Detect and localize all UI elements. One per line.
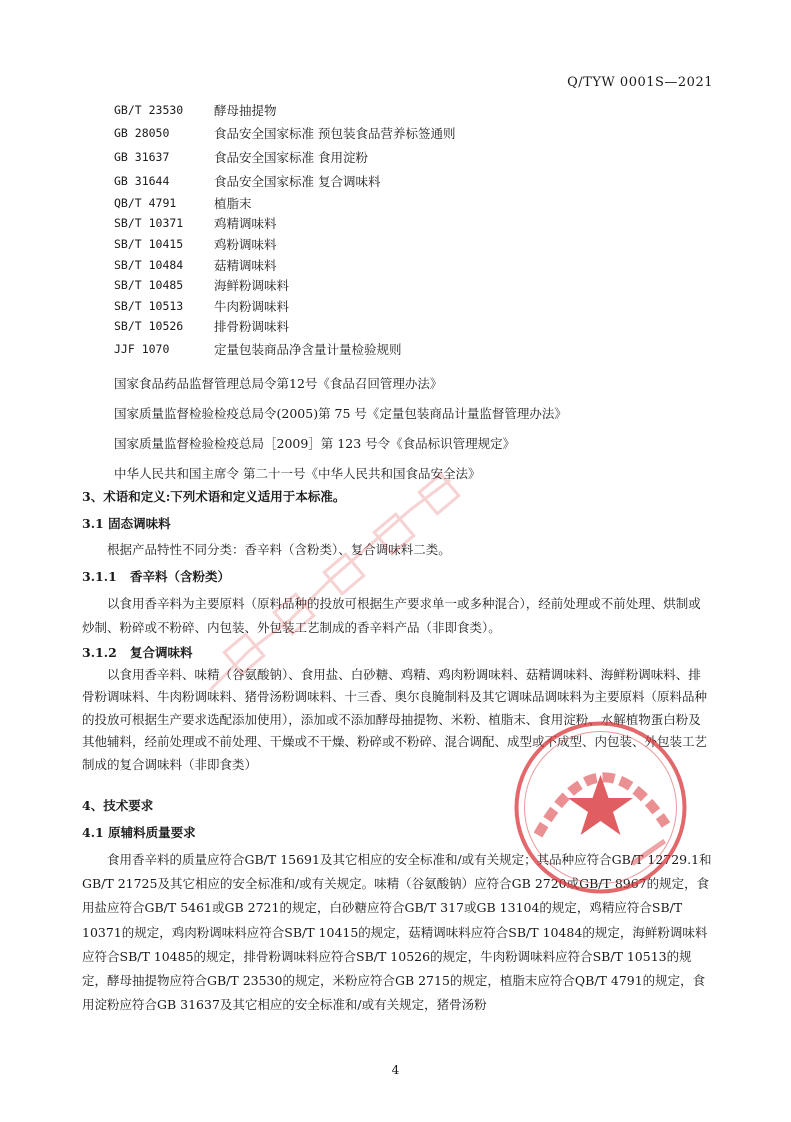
reference-item bbox=[114, 100, 674, 121]
reference-item bbox=[114, 254, 674, 275]
section-3-heading: 3、术语和定义:下列术语和定义适用于本标准。 bbox=[82, 489, 346, 504]
reference-code: SB/T 10513 bbox=[114, 298, 184, 313]
reference-title: 鸡粉调味料 bbox=[214, 237, 277, 253]
reference-code: SB/T 10484 bbox=[114, 257, 184, 272]
reference-title: 食品安全国家标准 预包装食品营养标签通则 bbox=[214, 125, 456, 141]
reference-item bbox=[114, 121, 674, 145]
page-number: 4 bbox=[391, 1063, 400, 1077]
reference-item bbox=[114, 275, 674, 296]
reference-title: 定量包装商品净含量计量检验规则 bbox=[214, 341, 402, 357]
reference-code: GB/T 23530 bbox=[114, 103, 184, 118]
reference-title: 牛肉粉调味料 bbox=[214, 298, 290, 314]
reference-title: 酵母抽提物 bbox=[214, 103, 277, 119]
reference-code: QB/T 4791 bbox=[114, 195, 177, 210]
reference-title: 食品安全国家标准 复合调味料 bbox=[214, 173, 381, 189]
section-3-1-2-heading bbox=[82, 643, 193, 661]
reference-code: JJF 1070 bbox=[114, 341, 170, 356]
reference-title: 食品安全国家标准 食用淀粉 bbox=[214, 149, 368, 165]
reference-item bbox=[114, 234, 674, 255]
section-4-1-text: 食用香辛料的质量应符合GB/T 15691及其它相应的安全标准和/或有关规定；其品种应符合GB/T 12729.1和GB/T 21725及其它相应的安全标准和/或有关规定。味精（谷氨酸钠）应符合GB 2720或GB/T 8967的规定，食用盐应符合GB/T 5461或GB 2721的规定，白砂糖应符合GB/T 317或GB 13104的规定，鸡精应符合SB/T 10371的规定，鸡肉粉调味料应符合SB/T 10415的规定，菇精调味料应符合SB/T 10484的规定，海鲜粉调味料应符合SB/T 10485的规定，排骨粉调味料应符合SB/T 10526的规定，牛肉粉调味料应符合SB/T 10513的规定，酵母抽提物应符合GB/T 23530的规定，米粉应符合GB 2715的规定，植脂末应符合QB/T 4791的规定，食用淀粉应符合GB 31637及其它相应的安全标准和/或有关规定，猪骨汤粉 bbox=[82, 852, 712, 1013]
section-title: 香辛料（含粉类） bbox=[130, 569, 231, 584]
reference-code: GB 28050 bbox=[114, 125, 170, 140]
section-4-heading: 4、技术要求 bbox=[82, 798, 154, 813]
company-seal-stamp bbox=[508, 715, 693, 900]
section-3-1-heading: 3.1 固态调味料 bbox=[82, 516, 171, 531]
regulation-item: 国家质量监督检验检疫总局令(2005)第 75 号《定量包装商品计量监督管理办法》 bbox=[114, 406, 567, 421]
reference-standards-list bbox=[114, 100, 674, 361]
document-id: Q/TYW 0001S—2021 bbox=[567, 75, 713, 90]
reference-code: SB/T 10415 bbox=[114, 237, 184, 252]
section-3-1-1-text: 以食用香辛料为主要原料（原料品种的投放可根据生产要求单一或多种混合），经前处理或不前处理、烘制或炒制、粉碎或不粉碎、内包装、外包装工艺制成的香辛料产品（非即食类）。 bbox=[82, 596, 701, 635]
section-3-1-text: 根据产品特性不同分类：香辛料（含粉类）、复合调味料二类。 bbox=[107, 542, 451, 557]
regulation-item: 国家质量监督检验检疫总局［2009］第 123 号令《食品标识管理规定》 bbox=[114, 436, 516, 451]
reference-item bbox=[114, 169, 674, 193]
reference-title: 排骨粉调味料 bbox=[214, 319, 290, 335]
section-number: 3.1.2 bbox=[82, 645, 117, 660]
section-number: 3.1.1 bbox=[82, 569, 117, 584]
reference-item bbox=[114, 316, 674, 337]
reference-code: SB/T 10485 bbox=[114, 278, 184, 293]
reference-code: SB/T 10371 bbox=[114, 216, 184, 231]
section-4-1-heading: 4.1 原辅料质量要求 bbox=[82, 825, 196, 840]
reference-title: 海鲜粉调味料 bbox=[214, 278, 290, 294]
regulation-item: 中华人民共和国主席令 第二十一号《中华人民共和国食品安全法》 bbox=[114, 466, 481, 481]
reference-item bbox=[114, 213, 674, 234]
reference-item bbox=[114, 296, 674, 317]
section-title: 复合调味料 bbox=[130, 645, 193, 660]
reference-code: SB/T 10526 bbox=[114, 319, 184, 334]
section-3-1-2-text: 以食用香辛料、味精（谷氨酸钠）、食用盐、白砂糖、鸡精、鸡肉粉调味料、菇精调味料、海鲜粉调味料、排骨粉调味料、牛肉粉调味料、猪骨汤粉调味料、十三香、奥尔良腌制料及其它调味品调味料为主要原料（原料品种的投放可根据生产要求选配添加使用），添加或不添加酵母抽提物、米粉、植脂末、食用淀粉、水解植物蛋白粉及其他辅料，经前处理或不前处理、干燥或不干燥、粉碎或不粉碎、混合调配、成型或不成型、内包装、外包装工艺制成的复合调味料（非即食类） bbox=[82, 667, 708, 772]
watermark-overlay bbox=[190, 450, 490, 710]
reference-title: 鸡精调味料 bbox=[214, 216, 277, 232]
reference-code: GB 31637 bbox=[114, 149, 170, 164]
reference-code: GB 31644 bbox=[114, 173, 170, 188]
reference-title: 植脂末 bbox=[214, 195, 252, 211]
reference-item bbox=[114, 193, 674, 214]
reference-title: 菇精调味料 bbox=[214, 257, 277, 273]
reference-item bbox=[114, 145, 674, 169]
regulation-item: 国家食品药品监督管理总局令第12号《食品召回管理办法》 bbox=[114, 376, 443, 391]
reference-item bbox=[114, 337, 674, 361]
